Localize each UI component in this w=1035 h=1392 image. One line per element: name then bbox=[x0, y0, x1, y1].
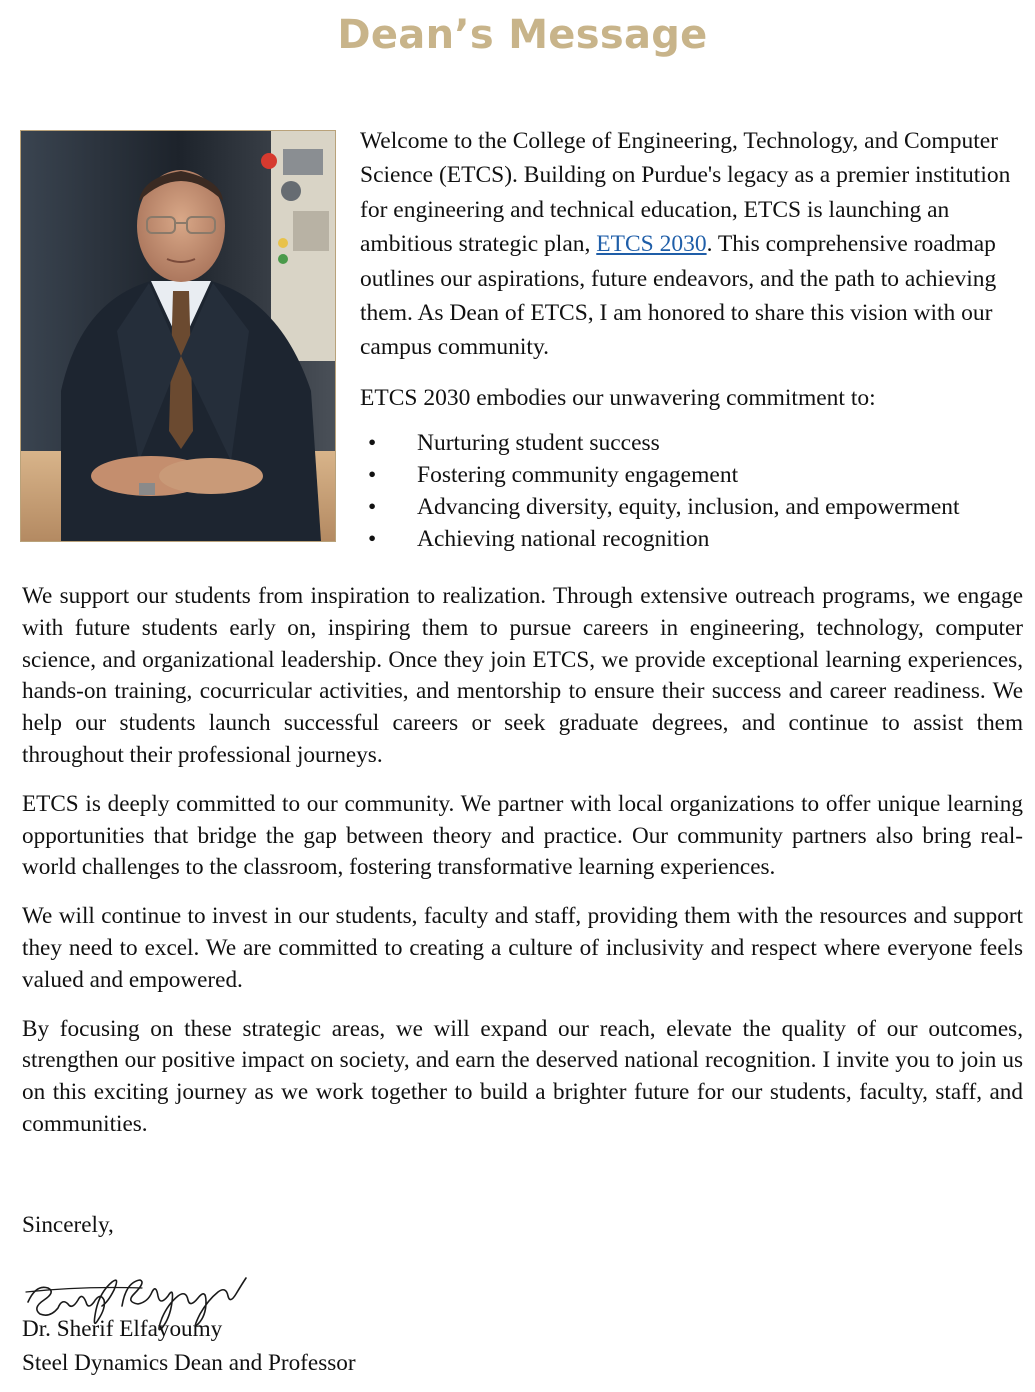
message-body bbox=[22, 581, 1023, 1158]
list-item: • Achieving national recognition bbox=[360, 524, 1020, 556]
intro-paragraph bbox=[360, 124, 1020, 365]
body-paragraph-invest: We will continue to invest in our students, faculty and staff, providing them with the resources and support they need to excel. We are committed to creating a culture of inclusivity and respect where everyone feels valued and empowered. bbox=[22, 903, 1023, 993]
list-item: • Fostering community engagement bbox=[360, 460, 1020, 492]
intro-text: Welcome to the College of Engineering, Technology, and Computer Science (ETCS). Building on Purdue's legacy as a premier institution for engineering and technical education, ETCS is launching an ambitious strategic plan, bbox=[360, 128, 1011, 258]
body-paragraph-students: We support our students from inspiration to realization. Through extensive outreach programs, we engage with future students early on, inspiring them to pursue careers in engineering, technology, computer science, and organizational leadership. Once they join ETCS, we provide exceptional learning experiences, hands-on training, cocurricular activities, and mentorship to ensure their success and career readiness. We help our students launch successful careers or seek graduate degrees, and continue to assist them throughout their professional journeys. bbox=[22, 583, 1023, 768]
body-paragraph-community: ETCS is deeply committed to our community. We partner with local organizations to offer unique learning opportunities that bridge the gap between theory and practice. Our community partners also bring real-world challenges to the classroom, fostering transformative learning experiences. bbox=[22, 790, 1023, 881]
signer-name: Dr. Sherif Elfayoumy bbox=[22, 1316, 223, 1342]
closing-block bbox=[22, 1208, 114, 1242]
signer-role: Steel Dynamics Dean and Professor bbox=[22, 1350, 356, 1376]
salutation: Sincerely, bbox=[22, 1212, 114, 1238]
intro-section bbox=[360, 124, 1020, 555]
body-paragraph-focus: By focusing on these strategic areas, we will expand our reach, elevate the quality of our outcomes, strengthen our positive impact on society, and earn the deserved national recognition. I invite you to join us on this exciting journey as we work together to build a brighter future for our students, faculty, staff, and communities. bbox=[22, 1015, 1023, 1137]
list-item: • Nurturing student success bbox=[360, 428, 1020, 460]
page-title: Dean’s Message bbox=[337, 12, 708, 58]
list-item: • Advancing diversity, equity, inclusion, and empowerment bbox=[360, 492, 1020, 524]
etcs-2030-link[interactable]: ETCS 2030 bbox=[596, 231, 707, 258]
commitment-list bbox=[360, 428, 1020, 555]
commitment-lead: ETCS 2030 embodies our unwavering commitment to: bbox=[360, 384, 876, 411]
dean-portrait-photo bbox=[20, 130, 336, 542]
signature-block bbox=[22, 1312, 356, 1380]
intro-text-continued: . This comprehensive roadmap outlines our aspirations, future endeavors, and the path to achieving them. As Dean of ETCS, I am honored to share this vision with our campus community. bbox=[360, 231, 997, 361]
